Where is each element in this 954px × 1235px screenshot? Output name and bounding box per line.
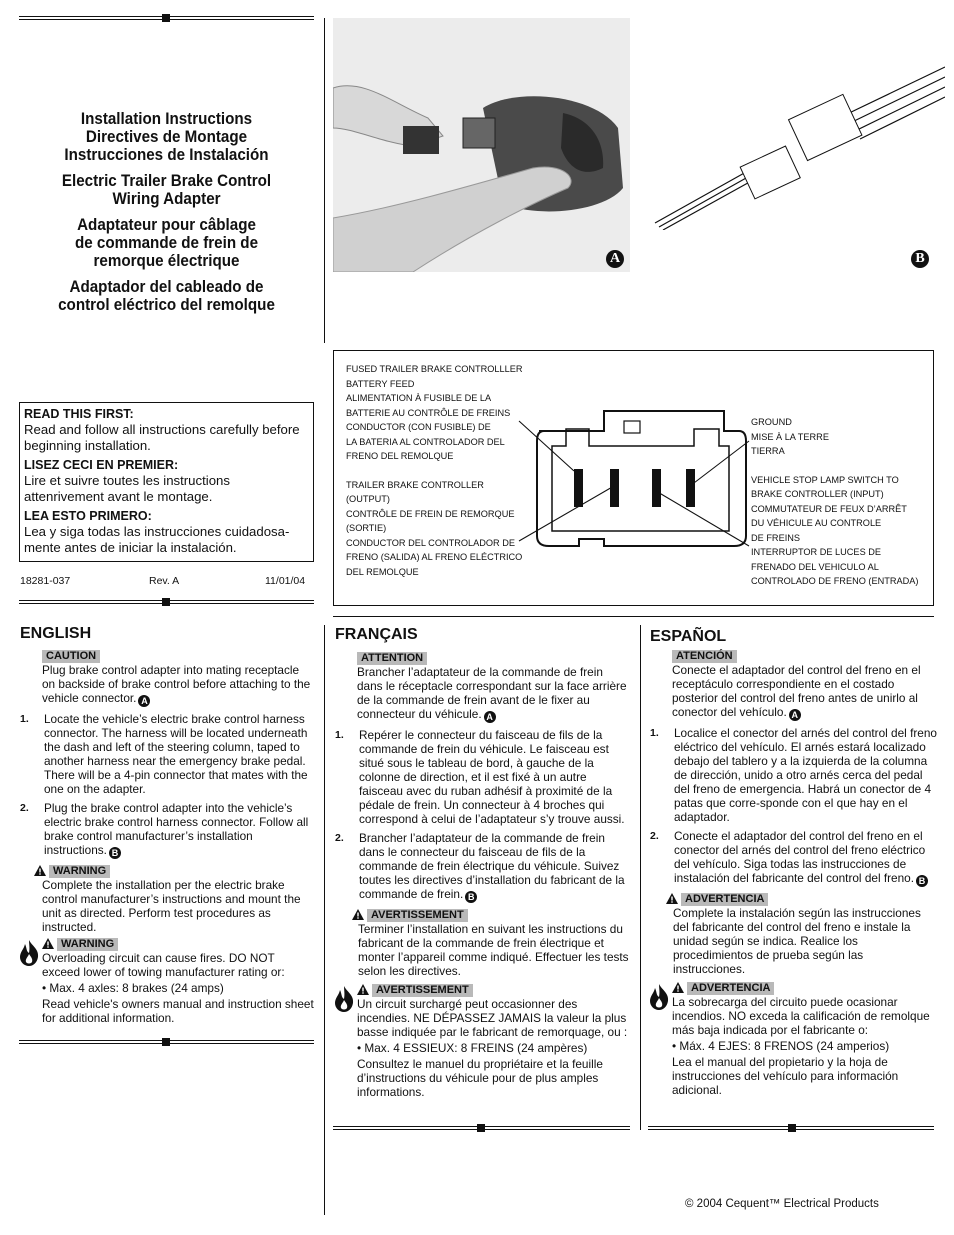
warning-triangle-icon: [666, 893, 678, 904]
part-number: 18281-037: [20, 575, 71, 587]
copyright: © 2004 Cequent™ Electrical Products: [685, 1198, 879, 1210]
diagram-label: DU VÉHICULE AU CONTROLE: [751, 518, 882, 528]
step-1-text: Repérer le connecteur du faisceau de fils de la commande de frein du véhicule. Le faisceau est situé sous le tableau de bord, à gauche de la colonne de direction, et il est fixé à un autre faisceau avec du ruban adhésif à proximité de la pédale de frein. Un connecteur à 4 broches qui correspond à celui de l’adaptateur s’y trouve aussi.: [359, 728, 625, 826]
column-divider: [640, 625, 641, 1130]
rule-marker: [162, 14, 170, 22]
title-line: Installation Instructions: [80, 110, 253, 128]
fire-hazard-icon: [333, 986, 355, 1012]
product-name-es: Adaptador del cableado de: [69, 278, 264, 296]
rule-marker: [788, 1124, 796, 1132]
caution-text: Conecte el adaptador del control del freno en el receptáculo correspondiente en el costado posterior del control del freno antes de unirlo al conector del vehículo.: [672, 663, 921, 719]
diagram-label: TRAILER BRAKE CONTROLLER: [346, 479, 484, 490]
warning-text: Un circuit surchargé peut occasionner des incendies. NE DÉPASSEZ JAMAIS la valeur la plus basse indiquée par le fabricant de remorquage, ou :: [357, 997, 628, 1039]
diagram-label: FRENADO DEL VEHICULO AL: [751, 561, 879, 572]
rule-marker: [162, 1038, 170, 1046]
read-first-box: [19, 402, 314, 562]
section-heading-english: ENGLISH: [20, 625, 92, 642]
step-1-text: Locate the vehicle’s electric brake control harness connector. The harness will be located underneath the dash and left of the steering column, taped to another harness near the emergency brake pedal. There will be a 4-pin connector that mates with the one on the adapter.: [44, 712, 308, 796]
revision-date: 11/01/04: [265, 575, 306, 587]
caution-label: CAUTION: [42, 650, 100, 663]
step-2-text: Plug the brake control adapter into the vehicle’s electric brake control harness connector. Follow all brake control manufacturer’s installation instructions.: [44, 801, 309, 857]
warning-label: ADVERTENCIA: [687, 982, 774, 995]
diagram-label: COMMUTATEUR DE FEUX D’ARRÊT: [751, 503, 907, 514]
connector-pinout-drawing: [334, 351, 933, 605]
caution-text: Brancher l’adaptateur de la commande de frein dans le réceptacle correspondant sur la face arrière de la commande de frein avant de le fixer au connecteur du véhicule.: [357, 665, 627, 721]
read-first-text-en: Read and follow all instructions carefully before beginning installation.: [24, 422, 300, 453]
product-name-fr: remorque électrique: [93, 252, 240, 270]
step-number: 1.: [650, 727, 659, 739]
figure-b-badge: B: [911, 250, 929, 268]
warning-text: Complete the installation per the electric brake control manufacturer’s instructions and mount the unit as directed. Perform test procedures as instructed.: [42, 878, 301, 934]
read-first-text-fr: Lire et suivre toutes les instructions attenrivement avant le montage.: [24, 473, 230, 504]
step-number: 2.: [20, 802, 29, 814]
diagram-label: TIERRA: [751, 446, 785, 456]
diagram-label: VEHICLE STOP LAMP SWITCH TO: [751, 474, 899, 485]
francais-column: [335, 650, 630, 1101]
hand-controller-illustration: [333, 18, 630, 272]
diagram-label: DEL REMOLQUE: [346, 566, 419, 577]
diagram-label: (SORTIE): [346, 523, 387, 533]
diagram-label: CONTROLADO DE FRENO (ENTRADA): [751, 576, 919, 586]
warning-triangle-icon: [672, 982, 684, 993]
warning-triangle-icon: [352, 909, 364, 920]
revision: Rev. A: [149, 575, 180, 587]
caution-label: ATTENTION: [357, 652, 427, 665]
english-column: [20, 648, 315, 1027]
warning-label: AVERTISSEMENT: [372, 984, 473, 997]
diagram-label: BRAKE CONTROLLER (INPUT): [751, 489, 884, 499]
product-name-fr: Adaptateur pour câblage: [77, 216, 256, 234]
warning-triangle-icon: [34, 865, 46, 876]
product-name-es: control eléctrico del remolque: [58, 296, 275, 314]
caution-label: ATENCIÓN: [672, 650, 737, 663]
warning-text: Complete la instalación según las instrucciones del fabricante del control del freno e instale la unidad según se indica. Realice los procedimientos de prueba según las instrucciones.: [673, 906, 921, 976]
warning-triangle-icon: [357, 984, 369, 995]
warning-text: La sobrecarga del circuito puede ocasionar incendios. NO exceda la calificación de remolque más baja indicada por el fabricante o:: [672, 995, 930, 1037]
diagram-label: CONTRÔLE DE FREIN DE REMORQUE: [346, 508, 515, 519]
fire-hazard-icon: [648, 984, 670, 1010]
title-block: [31, 110, 302, 314]
step-2-text: Brancher l’adaptateur de la commande de frein dans le connecteur du faisceau de fils de la commande de frein électrique du véhicule. Suivez toutes les directives d’installation du fabricant de la commande de frein.: [359, 831, 625, 901]
read-first-heading-es: LEA ESTO PRIMERO:: [24, 509, 152, 523]
read-first-text-es: Lea y siga todas las instrucciones cuidadosa-mente antes de iniciar la instalación.: [24, 524, 290, 555]
warning-text: Terminer l’installation en suivant les instructions du fabricant de la commande de frein électrique et monter l’appareil comme indiqué. Effectuer les tests selon les directives.: [358, 922, 629, 978]
warning-triangle-icon: [42, 938, 54, 949]
diagram-label: ALIMENTATION À FUSIBLE DE LA: [346, 393, 492, 403]
rule-marker: [162, 598, 170, 606]
step-2-text: Conecte el adaptador del control del freno en el conector del arnés del control del freno eléctrico del vehículo. Siga todas las instrucciones de instalación del fabricante del control del freno.: [674, 829, 926, 885]
warning-footnote: Consultez le manuel du propriétaire et la feuille d’instructions du véhicule pour de plus amples informations.: [357, 1057, 603, 1099]
diagram-label: CONDUCTOR DEL CONTROLADOR DE: [346, 537, 515, 548]
figure-a-ref: A: [138, 695, 150, 707]
step-number: 1.: [335, 729, 344, 741]
figure-a-photo: [333, 18, 630, 272]
title-line: Instrucciones de Instalación: [64, 146, 269, 164]
diagram-label: CONDUCTOR (CON FUSIBLE) DE: [346, 422, 491, 432]
warning-bullet: • Max. 4 axles: 8 brakes (24 amps): [42, 981, 224, 995]
step-number: 2.: [650, 830, 659, 842]
warning-label: ADVERTENCIA: [681, 893, 768, 906]
caution-text: Plug brake control adapter into mating receptacle on backside of brake control before attaching to the vehicle connector.: [42, 663, 311, 705]
diagram-label: BATTERIE AU CONTRÔLE DE FREINS: [346, 407, 511, 418]
read-first-heading-fr: LISEZ CECI EN PREMIER:: [24, 458, 179, 472]
figure-b-ref: B: [916, 875, 928, 887]
product-name-fr: de commande de frein de: [74, 234, 259, 252]
product-name-en: Electric Trailer Brake Control: [61, 172, 272, 190]
figure-b-ref: B: [109, 847, 121, 859]
read-first-heading-en: READ THIS FIRST:: [24, 407, 134, 421]
product-name-en: Wiring Adapter: [112, 190, 221, 208]
diagram-label: (OUTPUT): [346, 494, 390, 504]
warning-label: WARNING: [49, 865, 110, 878]
diagram-label: MISE À LA TERRE: [751, 431, 829, 442]
diagram-label: DE FREINS: [751, 532, 801, 543]
diagram-label: GROUND: [751, 417, 792, 427]
wiring-adapter-illustration: [645, 55, 945, 230]
figure-b-photo: [645, 55, 945, 230]
warning-footnote: Read vehicle's owners manual and instruction sheet for additional information.: [42, 997, 314, 1025]
figure-a-ref: A: [484, 711, 496, 723]
column-divider: [324, 625, 325, 1215]
diagram-label: INTERRUPTOR DE LUCES DE: [751, 547, 882, 557]
warning-label: WARNING: [57, 938, 118, 951]
warning-footnote: Lea el manual del propietario y la hoja de instrucciones del vehículo para información adicional.: [672, 1055, 899, 1097]
section-heading-espanol: ESPAÑOL: [650, 628, 727, 645]
figure-a-ref: A: [789, 709, 801, 721]
step-1-text: Localice el conector del arnés del control del freno eléctrico del vehículo. El arnés estará localizado debajo del tablero y a la izquierda de la columna de dirección, unido a otro arnés cerca del pedal del freno de emergencia. Habrá un conector de 4 patas que corre-sponde con el que hay en el adaptador.: [674, 726, 937, 824]
diagram-label: FRENO (SALIDA) AL FRENO ELÉCTRICO: [346, 552, 523, 562]
section-heading-francais: FRANÇAIS: [335, 626, 418, 643]
column-divider: [324, 18, 325, 343]
warning-bullet: • Max. 4 ESSIEUX: 8 FREINS (24 ampères): [357, 1041, 588, 1055]
rule-marker: [477, 1124, 485, 1132]
step-number: 2.: [335, 832, 344, 844]
fire-hazard-icon: [18, 940, 40, 966]
diagram-label: BATTERY FEED: [346, 378, 415, 389]
step-number: 1.: [20, 713, 29, 725]
figure-a-badge: A: [606, 250, 624, 268]
warning-bullet: • Máx. 4 EJES: 8 FRENOS (24 amperios): [672, 1039, 890, 1053]
diagram-label: LA BATERIA AL CONTROLADOR DEL: [346, 436, 505, 447]
diagram-label: FUSED TRAILER BRAKE CONTROLLLER: [346, 364, 523, 374]
title-line: Directives de Montage: [85, 128, 248, 146]
figure-b-ref: B: [465, 891, 477, 903]
warning-text: Overloading circuit can cause fires. DO NOT exceed lower of towing manufacturer rating or:: [42, 951, 285, 979]
section-rule: [333, 616, 934, 617]
espanol-column: [650, 648, 938, 1099]
wiring-diagram: [333, 350, 934, 606]
diagram-label: FRENO DEL REMOLQUE: [346, 451, 454, 461]
warning-label: AVERTISSEMENT: [367, 909, 468, 922]
